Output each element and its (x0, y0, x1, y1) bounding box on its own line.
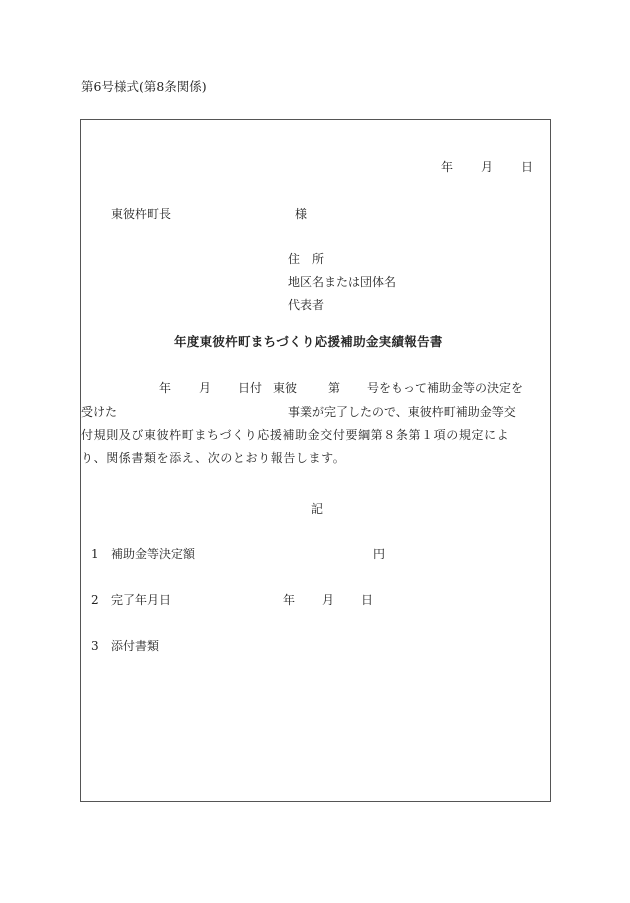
item-2-day: 日 (361, 593, 374, 607)
body-year: 年 (159, 381, 172, 395)
item-1-number: 1 (91, 547, 99, 561)
body-line2-start: 受けた (81, 405, 118, 419)
organization-label: 地区名または団体名 (288, 275, 397, 289)
ki-heading: 記 (311, 502, 324, 516)
representative-label: 代表者 (288, 298, 325, 312)
body-month: 月 (199, 381, 212, 395)
address-label: 住 所 (288, 252, 325, 266)
item-2-number: 2 (91, 593, 99, 607)
item-2-year: 年 (283, 593, 296, 607)
body-dai: 第 (328, 381, 341, 395)
item-2-month: 月 (322, 593, 335, 607)
form-number: 第6号様式(第8条関係) (81, 79, 207, 94)
item-1-unit: 円 (373, 547, 386, 561)
body-ref: 東彼 (273, 381, 298, 395)
document-title: 年度東彼杵町まちづくり応援補助金実績報告書 (174, 334, 443, 349)
item-1-label: 補助金等決定額 (111, 547, 196, 561)
body-line2-end: 事業が完了したので、東彼杵町補助金等交 (288, 405, 516, 419)
item-3-label: 添付書類 (111, 639, 160, 653)
date-year-label: 年 (441, 160, 454, 174)
body-line3: 付規則及び東彼杵町まちづくり応援補助金交付要綱第８条第１項の規定によ (81, 428, 510, 442)
item-3-number: 3 (91, 639, 99, 653)
body-line1-rest: 号をもって補助金等の決定を (367, 381, 524, 395)
addressee-name: 東彼杵町長 (111, 207, 172, 221)
body-day: 日付 (238, 381, 263, 395)
body-line4: り、関係書類を添え、次のとおり報告します。 (81, 451, 346, 465)
item-2-label: 完了年月日 (111, 593, 172, 607)
addressee-honorific: 様 (295, 207, 308, 221)
date-month-label: 月 (481, 160, 494, 174)
date-day-label: 日 (521, 160, 534, 174)
